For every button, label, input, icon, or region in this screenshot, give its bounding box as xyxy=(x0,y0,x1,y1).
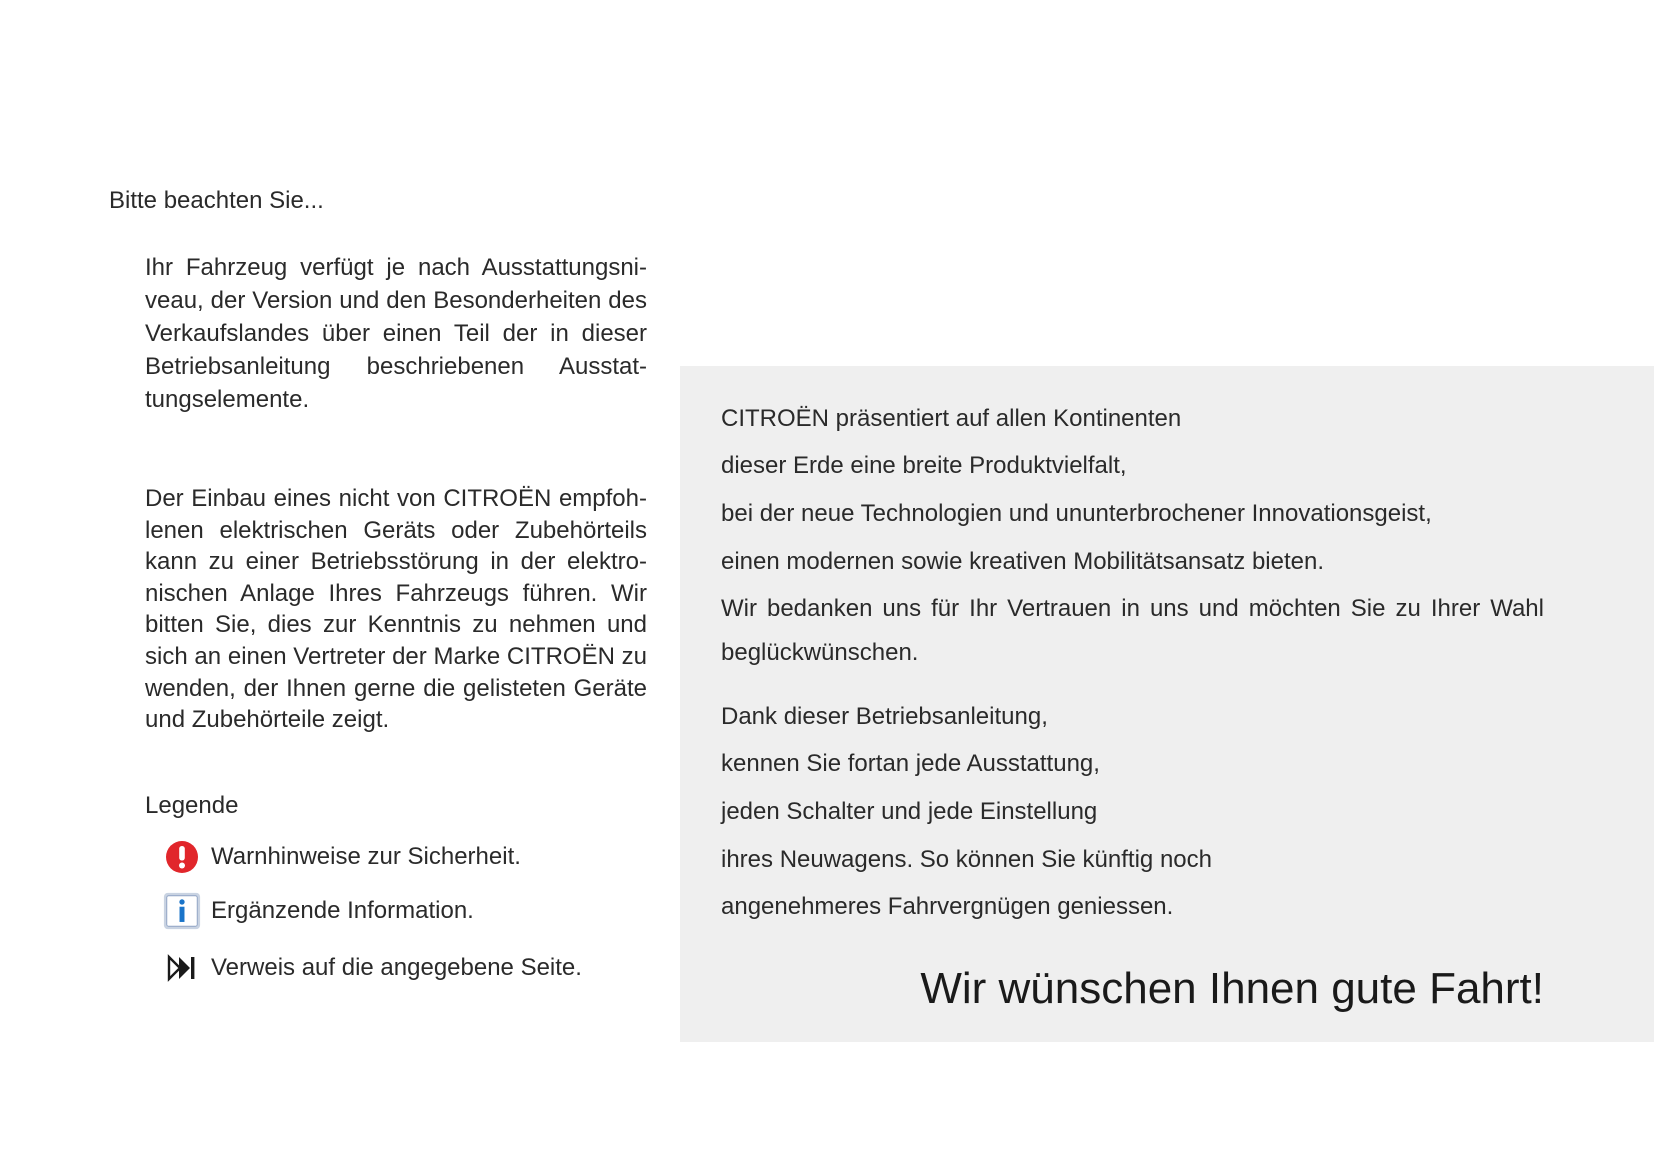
page-heading: Bitte beachten Sie... xyxy=(109,187,324,214)
welcome-text-line: Wir bedanken uns für Ihr Vertrauen in uns und möchten Sie zu Ihrer Wahl xyxy=(721,595,1544,622)
accessory-warning-paragraph: Der Einbau eines nicht von CITROËN empfohlenen elektrischen Geräts oder Zubehörteils kann zu einer Betriebsstörung in der elektronischen Anlage Ihres Fahrzeugs führen. Wir bitten Sie, dies zur Kenntnis zu nehmen und sich an einen Vertreter der Marke CITROËN zu wenden, der Ihnen gerne die gelisteten Geräte und Zubehörteile zeigt. xyxy=(145,485,647,734)
legend-item-info xyxy=(162,891,474,931)
welcome-text-line: bei der neue Technologien und ununterbrochener Innovationsgeist, xyxy=(721,500,1432,527)
welcome-text-line: beglückwünschen. xyxy=(721,639,919,666)
welcome-panel xyxy=(680,366,1654,1042)
legend-item-label: Warnhinweise zur Sicherheit. xyxy=(211,843,521,870)
info-icon xyxy=(162,891,202,931)
welcome-text-line: einen modernen sowie kreativen Mobilitätsansatz bieten. xyxy=(721,548,1325,575)
warning-icon xyxy=(162,837,202,877)
equipment-notice-paragraph: Ihr Fahrzeug verfügt je nach Ausstattungsniveau, der Version und den Besonderheiten des Verkaufslandes über einen Teil der in dieser Betriebsanleitung beschriebenen Ausstattungselemente. xyxy=(145,254,647,413)
welcome-text-line: dieser Erde eine breite Produktvielfalt, xyxy=(721,452,1127,479)
welcome-text-line: kennen Sie fortan jede Ausstattung, xyxy=(721,750,1100,777)
welcome-text-line: angenehmeres Fahrvergnügen geniessen. xyxy=(721,893,1174,920)
legend-item-label: Verweis auf die angegebene Seite. xyxy=(211,954,582,981)
page-reference-icon xyxy=(162,948,202,988)
closing-greeting: Wir wünschen Ihnen gute Fahrt! xyxy=(920,964,1544,1013)
welcome-text-line: jeden Schalter und jede Einstellung xyxy=(721,798,1098,825)
legend-item-warning xyxy=(162,837,521,877)
legend-title: Legende xyxy=(145,792,239,819)
welcome-text-line: ihres Neuwagens. So können Sie künftig noch xyxy=(721,846,1212,873)
welcome-text-line: CITROËN präsentiert auf allen Kontinenten xyxy=(721,405,1182,432)
legend-item-label: Ergänzende Information. xyxy=(211,897,474,924)
legend-item-page-reference xyxy=(162,948,582,988)
welcome-text-line: Dank dieser Betriebsanleitung, xyxy=(721,703,1048,730)
